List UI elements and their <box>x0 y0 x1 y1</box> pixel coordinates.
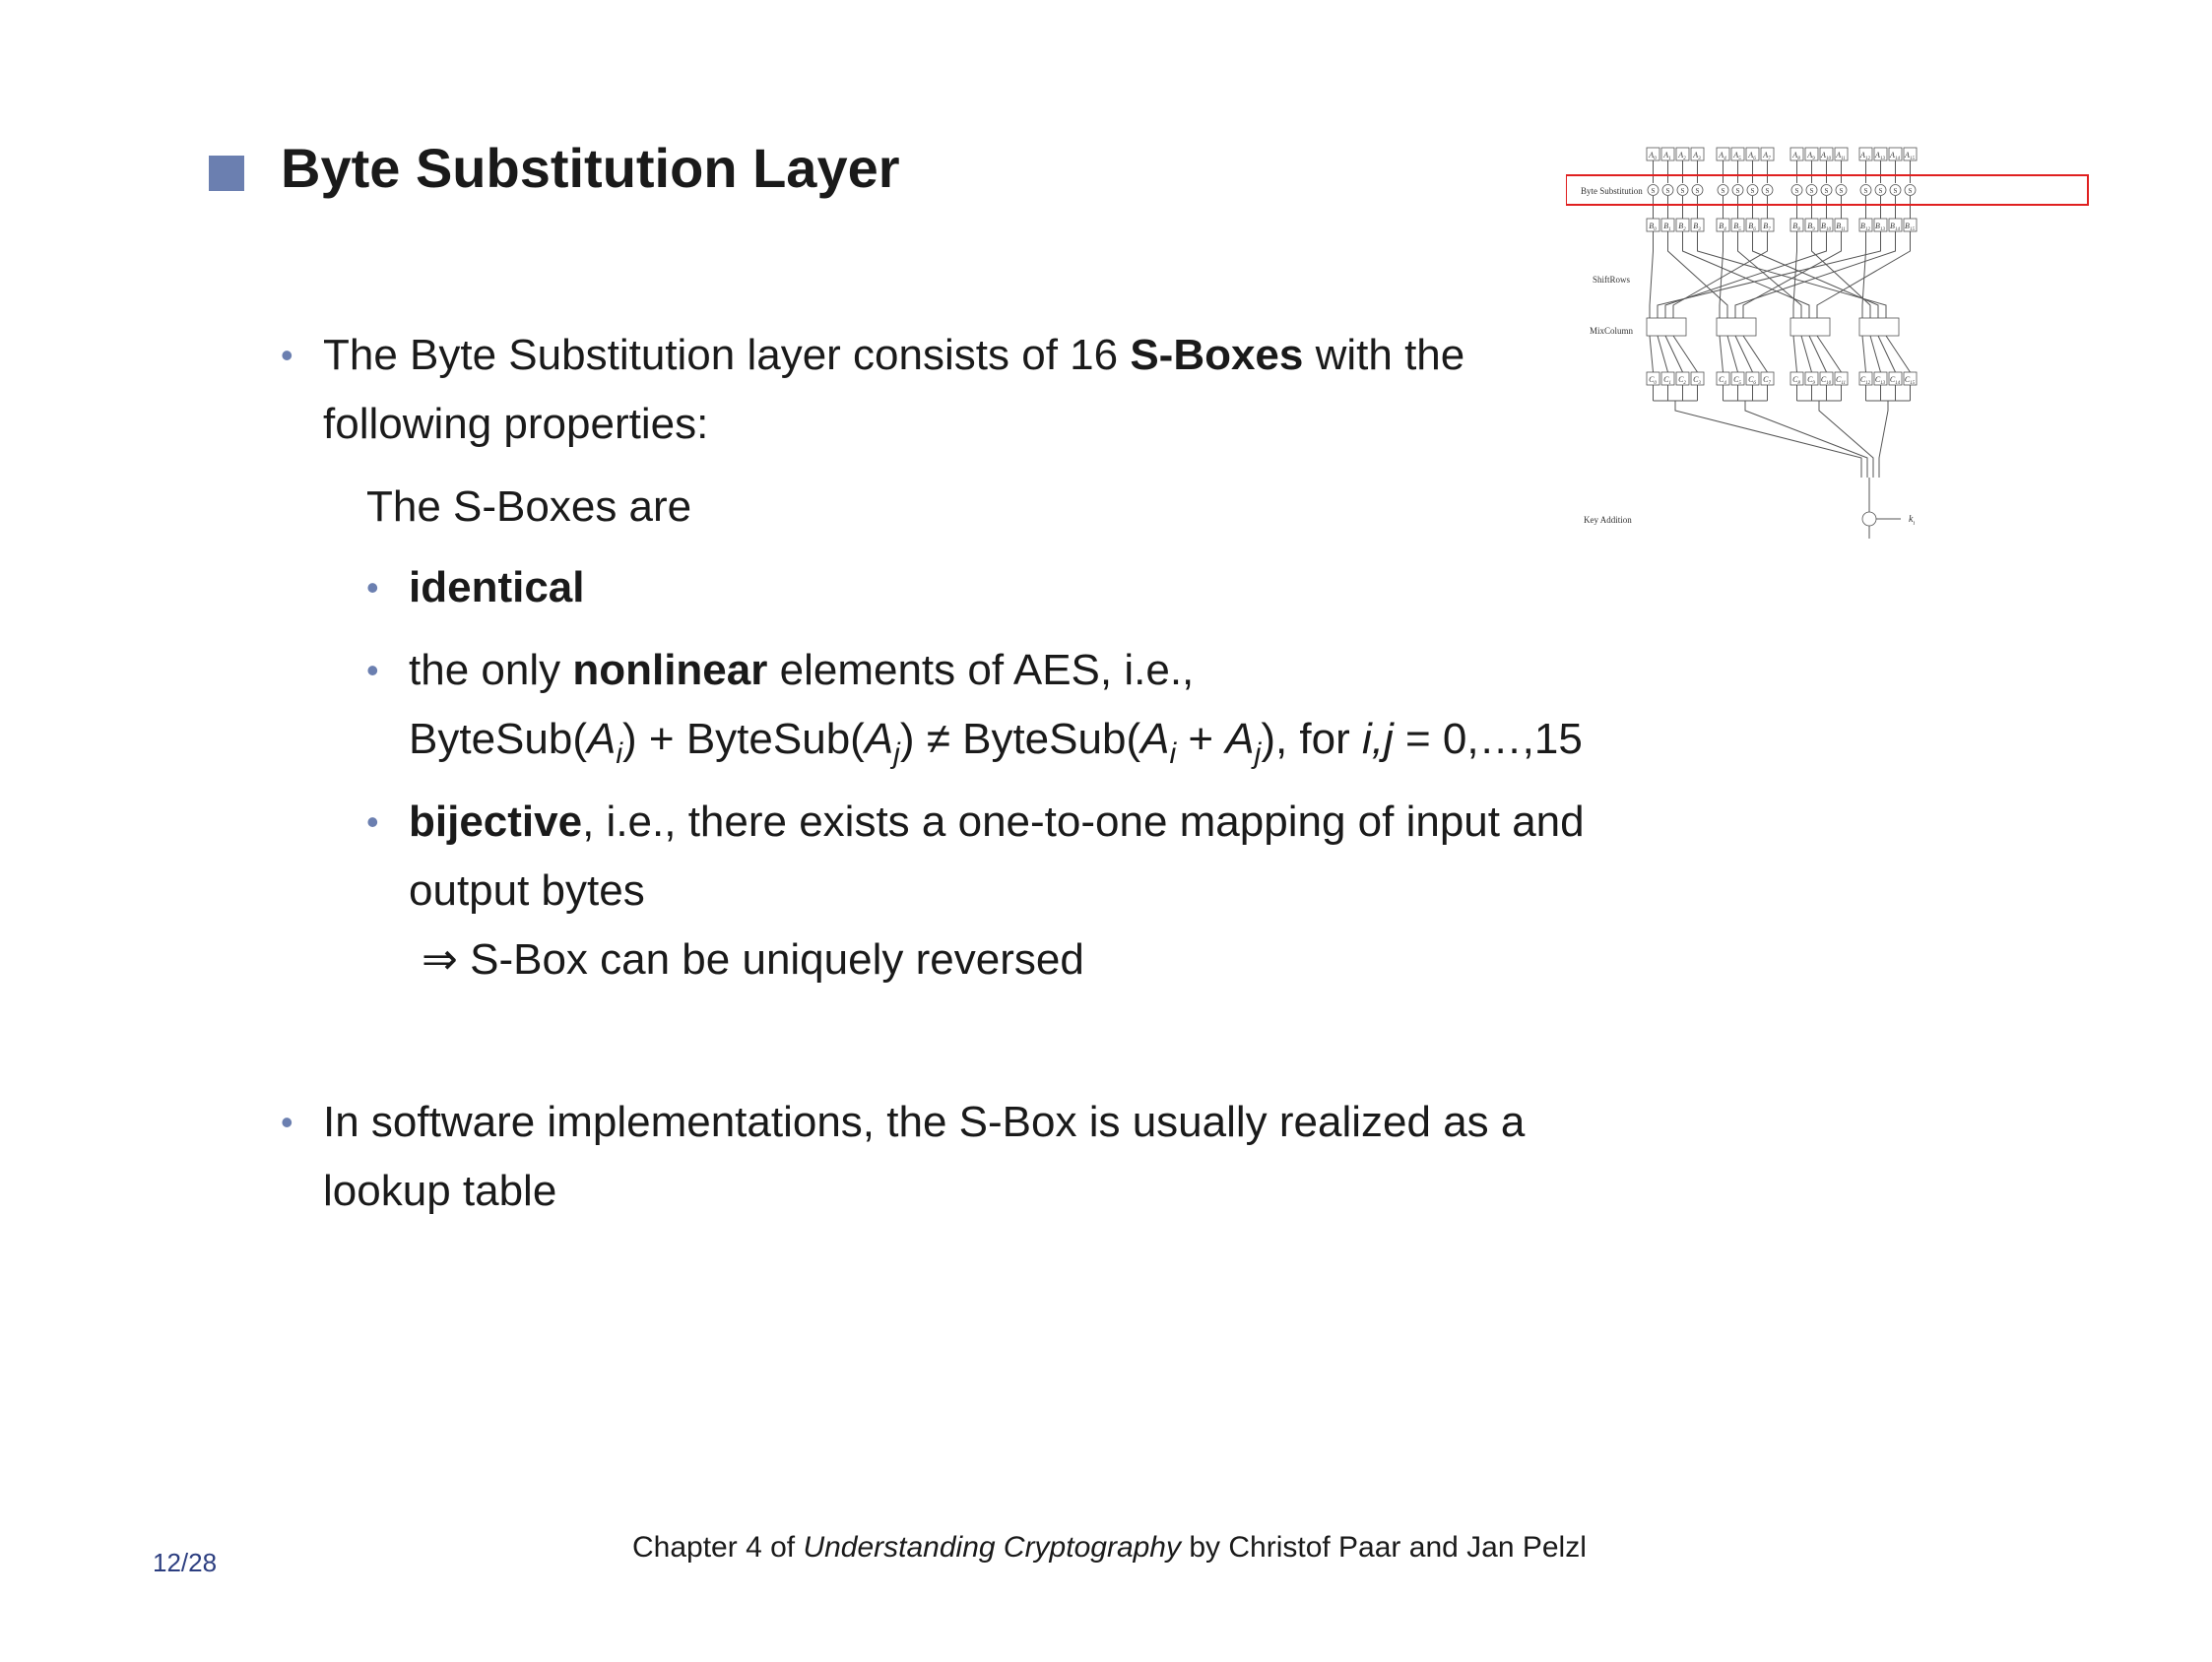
out-byte-label: $C_0$ <box>1649 375 1657 386</box>
formula-j: j <box>893 737 900 770</box>
input-byte-label: $A_6$ <box>1748 151 1756 161</box>
input-byte-label: $A_{12}$ <box>1860 151 1870 161</box>
sub-bullet-dot-icon: • <box>366 567 379 607</box>
label-key-addition: Key Addition <box>1584 515 1632 525</box>
sub-byte-label: $B_5$ <box>1733 222 1741 232</box>
out-byte-label: $C_{10}$ <box>1820 375 1832 386</box>
footer-citation <box>632 1531 1587 1565</box>
sbox-label: S <box>1809 187 1814 195</box>
footer-after: by Christof Paar and Jan Pelzl <box>1181 1531 1587 1564</box>
formula-a: A <box>864 715 894 763</box>
sub-byte-label: $B_{14}$ <box>1890 222 1900 232</box>
input-byte-label: $A_9$ <box>1807 151 1815 161</box>
formula-a: A <box>1140 715 1170 763</box>
out-byte-label: $C_3$ <box>1693 375 1701 386</box>
sbox-label: S <box>1721 187 1725 195</box>
formula-i: i <box>616 737 623 770</box>
sub-bullet-nonlinear <box>409 636 1194 705</box>
sub-byte-label: $B_2$ <box>1678 222 1686 232</box>
sbox-label: S <box>1695 187 1700 195</box>
input-byte-label: $A_5$ <box>1733 151 1741 161</box>
footer-before: Chapter 4 of <box>632 1531 804 1564</box>
formula-bytesub: ByteSub( <box>409 715 587 763</box>
formula-close: ) <box>899 715 915 763</box>
bullet-2: In software implementations, the S-Box is usually realized as a <box>323 1098 1526 1146</box>
sub-byte-label: $B_8$ <box>1792 222 1800 232</box>
sub-byte-label: $B_{13}$ <box>1875 222 1885 232</box>
out-byte-label: $C_8$ <box>1792 375 1800 386</box>
sub-byte-label: $B_9$ <box>1807 222 1815 232</box>
sbox-label: S <box>1824 187 1829 195</box>
formula-ij: i,j <box>1362 715 1394 763</box>
input-byte-label: $A_2$ <box>1678 151 1686 161</box>
formula-plus: + <box>636 715 686 763</box>
sbox-label: S <box>1893 187 1898 195</box>
bullet-1-line2: following properties: <box>323 400 709 448</box>
nonlinear-after: elements of AES, i.e., <box>767 646 1195 694</box>
sub-byte-label: $B_3$ <box>1693 222 1701 232</box>
input-byte-label: $A_7$ <box>1763 151 1771 161</box>
sub-byte-label: $B_{15}$ <box>1905 222 1915 232</box>
bijective-implies: ⇒ S-Box can be uniquely reversed <box>422 935 1084 984</box>
out-byte-label: $C_5$ <box>1733 375 1741 386</box>
formula-bytesub: ByteSub( <box>685 715 865 763</box>
sbox-label: S <box>1680 187 1685 195</box>
out-byte-label: $C_{14}$ <box>1889 375 1901 386</box>
bullet-1-after: with the <box>1303 331 1465 379</box>
sub-byte-label: $B_6$ <box>1748 222 1756 232</box>
sbox-label: S <box>1651 187 1656 195</box>
input-byte-label: $A_{14}$ <box>1890 151 1900 161</box>
sub-byte-label: $B_0$ <box>1649 222 1657 232</box>
out-byte-label: $C_{11}$ <box>1836 375 1846 386</box>
label-mixcolumn: MixColumn <box>1590 326 1634 336</box>
input-byte-label: $A_4$ <box>1719 151 1726 161</box>
input-byte-label: $A_{13}$ <box>1875 151 1885 161</box>
sub-byte-label: $B_{10}$ <box>1821 222 1831 232</box>
formula-range: = 0,…,15 <box>1393 715 1583 763</box>
sub-byte-label: $B_{12}$ <box>1860 222 1870 232</box>
nonlinear-before: the only <box>409 646 573 694</box>
formula-close: ) <box>622 715 637 763</box>
out-byte-label: $C_2$ <box>1678 375 1686 386</box>
out-byte-label: $C_7$ <box>1763 375 1771 386</box>
input-byte-label: $A_3$ <box>1693 151 1701 161</box>
input-byte-label: $A_{10}$ <box>1821 151 1831 161</box>
formula-for: ), for <box>1261 715 1362 763</box>
bijective-after: , i.e., there exists a one-to-one mapping of input and <box>582 798 1585 846</box>
key-k: k <box>1909 514 1914 525</box>
mixcolumn-box <box>1647 318 1686 336</box>
bullet-dot-icon: • <box>281 335 293 375</box>
bullet-2-line2: lookup table <box>323 1167 557 1215</box>
sub-byte-label: $B_{11}$ <box>1836 222 1846 232</box>
input-byte-label: $A_0$ <box>1649 151 1657 161</box>
input-byte-label: $A_{15}$ <box>1905 151 1915 161</box>
formula-neq: ≠ <box>914 715 963 763</box>
formula-plus: + <box>1176 715 1226 763</box>
label-byte-substitution: Byte Substitution <box>1581 186 1643 196</box>
out-byte-label: $C_6$ <box>1748 375 1756 386</box>
sbox-label: S <box>1908 187 1913 195</box>
bullet-1-text: The Byte Substitution layer consists of 16 <box>323 331 1131 379</box>
mixcolumn-box <box>1859 318 1899 336</box>
sbox-label: S <box>1665 187 1670 195</box>
sbox-label: S <box>1878 187 1883 195</box>
formula-bytesub: ByteSub( <box>962 715 1141 763</box>
sub-bullet-identical: identical <box>409 563 585 611</box>
out-byte-label: $C_{13}$ <box>1874 375 1886 386</box>
page-number: 12/28 <box>153 1548 218 1577</box>
formula-j: j <box>1254 737 1262 770</box>
formula-a: A <box>586 715 617 763</box>
slide-title: Byte Substitution Layer <box>281 137 900 199</box>
sboxes-intro: The S-Boxes are <box>366 482 692 531</box>
formula-a: A <box>1225 715 1255 763</box>
mixcolumn-box <box>1790 318 1830 336</box>
mixcolumn-box <box>1717 318 1756 336</box>
label-shiftrows: ShiftRows <box>1593 275 1631 285</box>
sub-byte-label: $B_1$ <box>1663 222 1671 232</box>
sub-bullet-dot-icon: • <box>366 801 379 842</box>
bullet-1 <box>323 321 1464 390</box>
bullet-dot-icon: • <box>281 1102 293 1142</box>
out-byte-label: $C_1$ <box>1663 375 1671 386</box>
aes-round-diagram <box>1566 143 2098 556</box>
out-byte-label: $C_{15}$ <box>1904 375 1916 386</box>
out-byte-label: $C_{12}$ <box>1859 375 1871 386</box>
sub-bullet-dot-icon: • <box>366 650 379 690</box>
sbox-label: S <box>1735 187 1740 195</box>
sbox-label: S <box>1765 187 1770 195</box>
sub-byte-label: $B_4$ <box>1719 222 1726 232</box>
bijective-bold: bijective <box>409 798 583 846</box>
sbox-label: S <box>1863 187 1868 195</box>
xor-icon <box>1862 512 1876 526</box>
formula-i: i <box>1169 737 1177 770</box>
bullet-1-bold: S-Boxes <box>1130 331 1304 379</box>
sub-bullet-bijective <box>409 788 1585 857</box>
sbox-label: S <box>1839 187 1844 195</box>
out-byte-label: $C_4$ <box>1719 375 1726 386</box>
input-byte-label: $A_1$ <box>1663 151 1671 161</box>
input-byte-label: $A_{11}$ <box>1836 151 1846 161</box>
label-key <box>1909 514 1915 527</box>
sbox-label: S <box>1794 187 1799 195</box>
key-sub: i <box>1913 521 1916 527</box>
bijective-line2: output bytes <box>409 866 645 915</box>
title-square-icon <box>209 156 244 191</box>
out-byte-label: $C_9$ <box>1807 375 1815 386</box>
footer-book: Understanding Cryptography <box>803 1531 1181 1564</box>
nonlinear-bold: nonlinear <box>572 646 768 694</box>
sbox-label: S <box>1750 187 1755 195</box>
input-byte-label: $A_8$ <box>1792 151 1800 161</box>
sub-byte-label: $B_7$ <box>1763 222 1771 232</box>
nonlinear-formula <box>409 705 1583 779</box>
